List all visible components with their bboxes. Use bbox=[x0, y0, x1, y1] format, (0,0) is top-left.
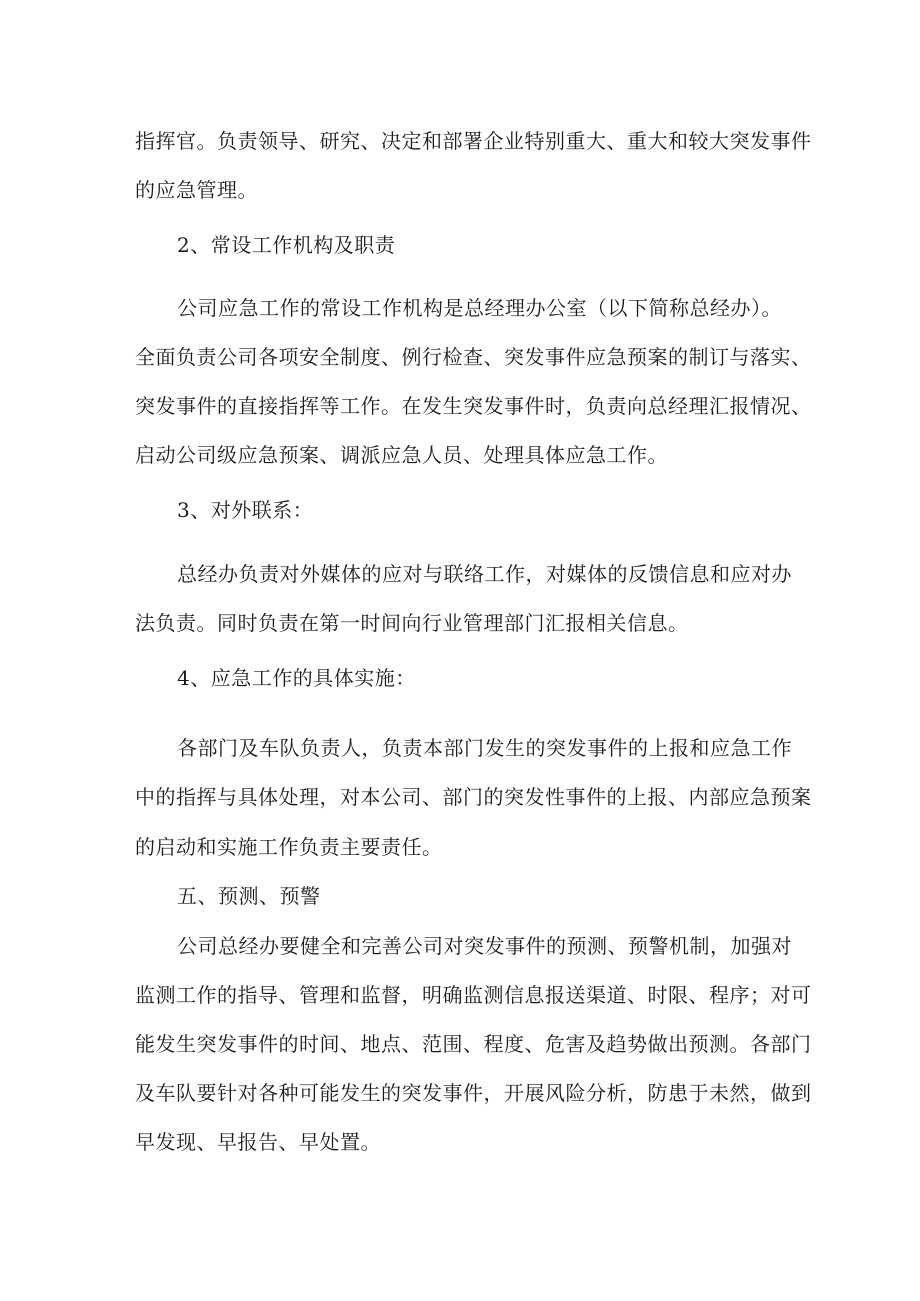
text-line: 总经办负责对外媒体的应对与联络工作，对媒体的反馈信息和应对办 bbox=[177, 562, 792, 586]
text-line: 中的指挥与具体处理，对本公司、部门的突发性事件的上报、内部应急预案 bbox=[135, 785, 812, 809]
text-line: 公司总经办要健全和完善公司对突发事件的预测、预警机制，加强对 bbox=[177, 934, 792, 958]
text-line: 及车队要针对各种可能发生的突发事件，开展风险分析，防患于未然，做到 bbox=[135, 1081, 812, 1105]
text-line: 突发事件的直接指挥等工作。在发生突发事件时，负责向总经理汇报情况、 bbox=[135, 394, 812, 418]
text-line: 的启动和实施工作负责主要责任。 bbox=[135, 835, 443, 859]
text-line: 各部门及车队负责人，负责本部门发生的突发事件的上报和应急工作 bbox=[177, 736, 792, 760]
text-line: 启动公司级应急预案、调派应急人员、处理具体应急工作。 bbox=[135, 443, 668, 467]
text-line: 能发生突发事件的时间、地点、范围、程度、危害及趋势做出预测。各部门 bbox=[135, 1032, 812, 1056]
text-line: 指挥官。负责领导、研究、决定和部署企业特别重大、重大和较大突发事件 bbox=[135, 129, 812, 153]
text-line: 早发现、早报告、早处置。 bbox=[135, 1130, 381, 1154]
section-heading: 五、预测、预警 bbox=[177, 884, 321, 908]
section-heading: 3、对外联系： bbox=[177, 498, 314, 522]
text-line: 公司应急工作的常设工作机构是总经理办公室（以下简称总经办）。 bbox=[177, 296, 782, 320]
text-line: 的应急管理。 bbox=[135, 178, 258, 202]
section-heading: 2、常设工作机构及职责 bbox=[177, 233, 396, 257]
section-heading: 4、应急工作的具体实施： bbox=[177, 666, 416, 690]
text-line: 监测工作的指导、管理和监督，明确监测信息报送渠道、时限、程序；对可 bbox=[135, 983, 812, 1007]
text-line: 全面负责公司各项安全制度、例行检查、突发事件应急预案的制订与落实、 bbox=[135, 345, 812, 369]
text-line: 法负责。同时负责在第一时间向行业管理部门汇报相关信息。 bbox=[135, 611, 689, 635]
